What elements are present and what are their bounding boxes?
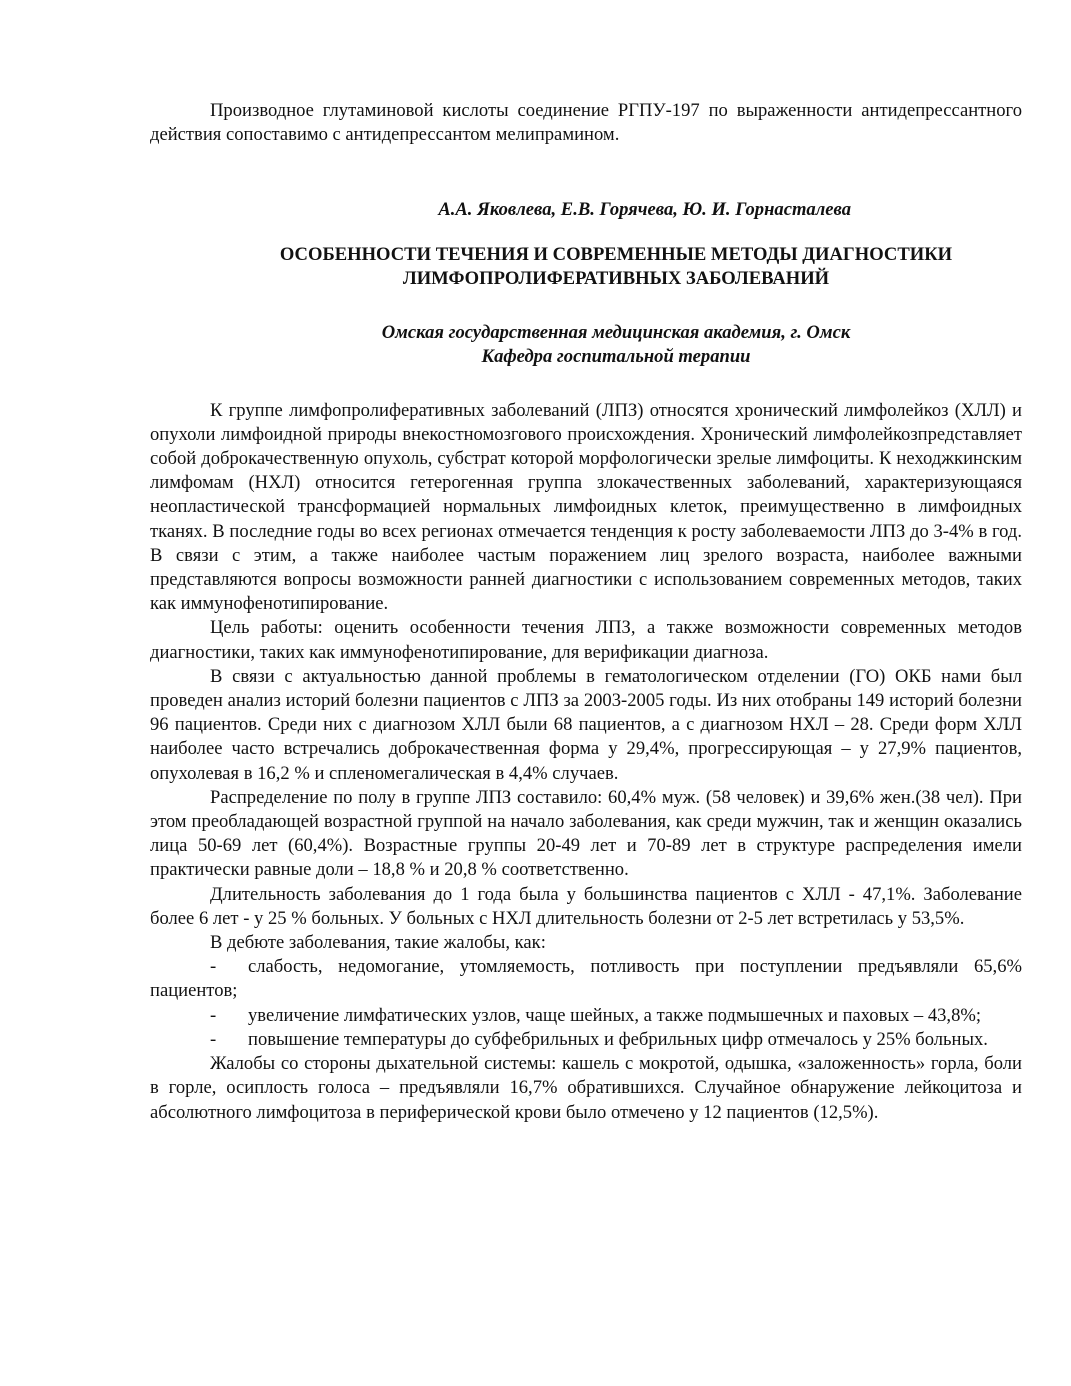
bullet-item xyxy=(150,1004,1022,1028)
bullet-dash: - xyxy=(210,956,217,978)
paragraph-6: В дебюте заболевания, такие жалобы, как: xyxy=(210,932,546,954)
bullet-text: слабость, недомогание, утомляемость, потливость при поступлении предъявляли 65,6% пациентов; xyxy=(150,956,1022,1002)
paragraph-5: Длительность заболевания до 1 года была у большинства пациентов с ХЛЛ - 47,1%. Заболевание более 6 лет - у 25 % больных. У больных с НХЛ длительность болезни от 2-5 лет встретилась у 53,5%. xyxy=(150,883,1022,929)
bullet-dash: - xyxy=(210,1004,217,1026)
bullet-text: повышение температуры до субфебрильных и фебрильных цифр отмечалось у 25% больных. xyxy=(248,1028,988,1050)
authors-line: А.А. Яковлева, Е.В. Горячева, Ю. И. Горнасталева xyxy=(438,199,851,221)
title-line-2: ЛИМФОПРОЛИФЕРАТИВНЫХ ЗАБОЛЕВАНИЙ xyxy=(402,267,830,289)
article-body xyxy=(150,399,1022,1125)
document-page xyxy=(150,99,1022,1125)
bullet-item xyxy=(150,1028,1022,1052)
paragraph-1: К группе лимфопролиферативных заболеваний (ЛПЗ) относятся хронический лимфолейкоз (ХЛЛ) и опухоли лимфоидной природы внекостномозгового происхождения. Хронический лимфолейкозпредставляет собой доброкачественную опухоль, субстрат которой морфологически зрелые лимфоциты. К неходжкинским лимфомам (НХЛ) относится гетерогенная группа злокачественных заболеваний, характеризующаяся неопластической трансформацией нормальных лимфоидных клеток, преимущественно в лимфоидных тканях. В последние годы во всех регионах отмечается тенденция к росту заболеваемости ЛПЗ до 3-4% в год. В связи с этим, а также наиболее частым поражением лиц зрелого возраста, наиболее важными представляются вопросы возможности ранней диагностики с использованием современных методов, таких как иммунофенотипирование. xyxy=(150,399,1022,615)
affiliation xyxy=(150,321,1022,369)
paragraph-7: Жалобы со стороны дыхательной системы: кашель с мокротой, одышка, «заложенность» горла, боли в горле, осиплость голоса – предъявляли 16,7% обратившихся. Случайное обнаружение лейкоцитоза и абсолютного лимфоцитоза в периферической крови было отмечено у 12 пациентов (12,5%). xyxy=(150,1053,1022,1123)
bullet-item xyxy=(150,955,1022,1003)
intro-paragraph: Производное глутаминовой кислоты соединение РГПУ-197 по выраженности антидепрессантного действия сопоставимо с антидепрессантом мелипрамином. xyxy=(150,100,1022,146)
paragraph-2: Цель работы: оценить особенности течения ЛПЗ, а также возможности современных методов диагностики, таких как иммунофенотипирование, для верификации диагноза. xyxy=(150,617,1022,663)
title-line-1: ОСОБЕННОСТИ ТЕЧЕНИЯ И СОВРЕМЕННЫЕ МЕТОДЫ ДИАГНОСТИКИ xyxy=(279,243,953,265)
article-title xyxy=(150,243,1022,291)
bullet-text: увеличение лимфатических узлов, чаще шейных, а также подмышечных и паховых – 43,8%; xyxy=(248,1004,982,1026)
affiliation-line-1: Омская государственная медицинская академия, г. Омск xyxy=(381,321,851,343)
bullet-dash: - xyxy=(210,1028,217,1050)
paragraph-4: Распределение по полу в группе ЛПЗ составило: 60,4% муж. (58 человек) и 39,6% жен.(38 чел). При этом преобладающей возрастной группой на начало заболевания, как среди мужчин, так и женщин оказались лица 50-69 лет (60,4%). Возрастные группы 20-49 лет и 70-89 лет в структуре распределения имели практически равные доли – 18,8 % и 20,8 % соответственно. xyxy=(150,786,1022,881)
affiliation-line-2: Кафедра госпитальной терапии xyxy=(481,345,751,367)
paragraph-3: В связи с актуальностью данной проблемы в гематологическом отделении (ГО) ОКБ нами был проведен анализ историй болезни пациентов с ЛПЗ за 2003-2005 годы. Из них отобраны 149 историй болезни 96 пациентов. Среди них с диагнозом ХЛЛ были 68 пациентов, а с диагнозом НХЛ – 28. Среди форм ХЛЛ наиболее часто встречались доброкачественная форма у 29,4%, прогрессирующая – у 27,9% пациентов, опухолевая в 16,2 % и спленомегалическая в 4,4% случаев. xyxy=(150,665,1022,784)
